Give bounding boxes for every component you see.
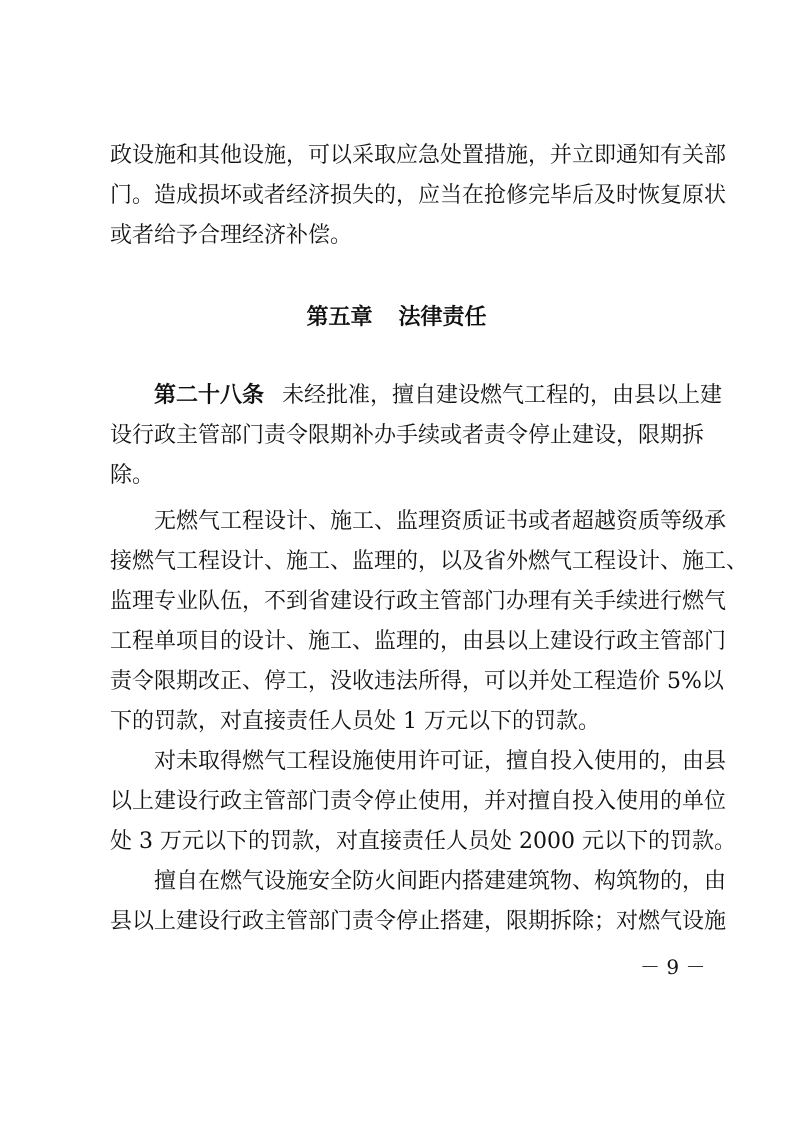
paragraph2-line-6: 下的罚款，对直接责任人员处 1 万元以下的罚款。 (110, 709, 600, 734)
article-label: 第二十八条 (154, 383, 265, 408)
chapter-number: 第五章 (306, 305, 373, 330)
paragraph4-line-2: 县以上建设行政主管部门责令停止搭建，限期拆除；对燃气设施 (110, 909, 727, 934)
chapter-heading (0, 305, 793, 331)
intro-line-1: 政设施和其他设施，可以采取应急处置措施，并立即通知有关部 (110, 143, 727, 168)
paragraph2-line-3: 监理专业队伍，不到省建设行政主管部门办理有关手续进行燃气 (110, 589, 727, 614)
paragraph2-line-1: 无燃气工程设计、施工、监理资质证书或者超越资质等级承 (154, 509, 727, 534)
paragraph2-line-5: 责令限期改正、停工，没收违法所得，可以并处工程造价 5%以 (110, 669, 724, 694)
article-line-3: 除。 (110, 463, 155, 488)
paragraph2-line-2: 接燃气工程设计、施工、监理的，以及省外燃气工程设计、施工、 (110, 549, 749, 574)
intro-line-3: 或者给予合理经济补偿。 (110, 223, 353, 248)
article-first-line (154, 383, 723, 409)
article-line-2: 设行政主管部门责令限期补办手续或者责令停止建设，限期拆 (110, 423, 705, 448)
page-number: － 9 － (640, 955, 706, 979)
article-first-line-text: 未经批准，擅自建设燃气工程的，由县以上建 (282, 383, 723, 408)
paragraph4-line-1: 擅自在燃气设施安全防火间距内搭建建筑物、构筑物的，由 (154, 869, 727, 894)
chapter-title: 法律责任 (398, 305, 487, 330)
intro-line-2: 门。造成损坏或者经济损失的，应当在抢修完毕后及时恢复原状 (110, 183, 727, 208)
paragraph3-line-2: 以上建设行政主管部门责令停止使用，并对擅自投入使用的单位 (110, 789, 727, 814)
paragraph3-line-1: 对未取得燃气工程设施使用许可证，擅自投入使用的，由县 (154, 749, 727, 774)
paragraph2-line-4: 工程单项目的设计、施工、监理的，由县以上建设行政主管部门 (110, 629, 727, 654)
paragraph3-line-3: 处 3 万元以下的罚款，对直接责任人员处 2000 元以下的罚款。 (110, 829, 736, 854)
